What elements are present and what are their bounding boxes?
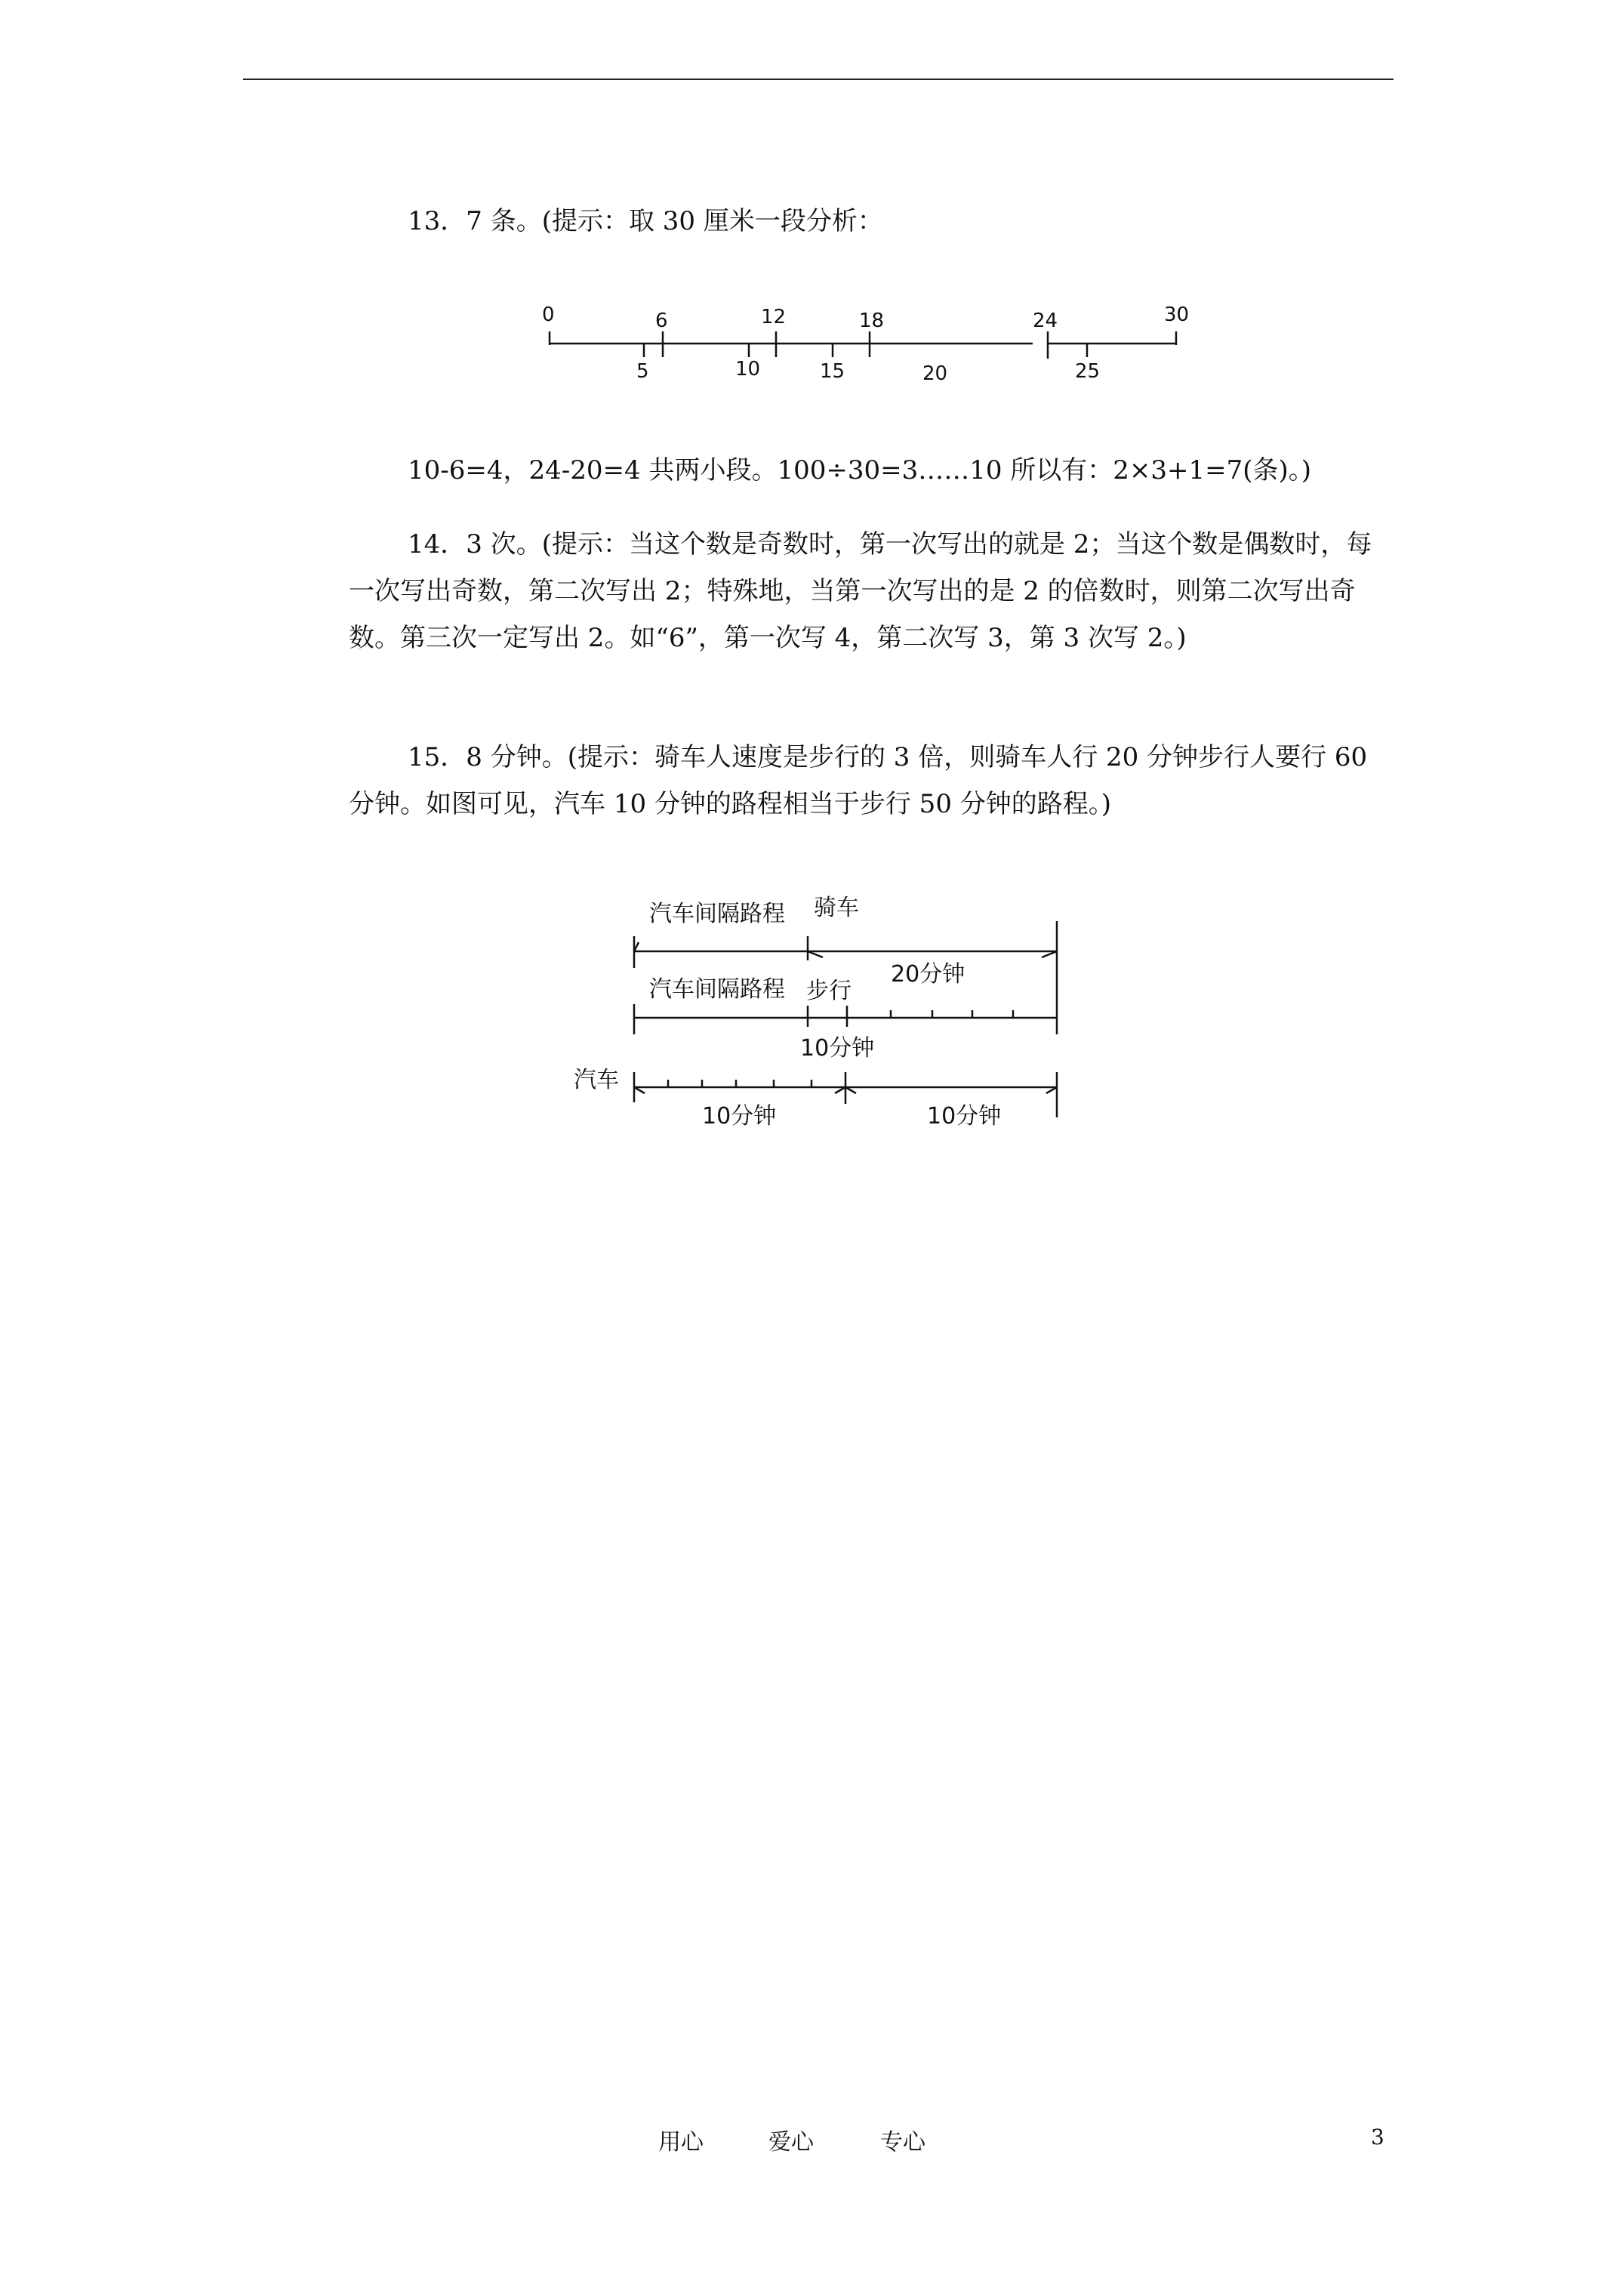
- row3-time-right: 10分钟: [927, 1103, 1002, 1130]
- tick-5: 5: [636, 360, 649, 383]
- tick-18: 18: [859, 310, 885, 332]
- row2-label-interval: 汽车间隔路程: [649, 976, 785, 1003]
- footer-item: 用心: [658, 2129, 704, 2156]
- header-rule: [243, 79, 1394, 80]
- footer-item: 爱心: [768, 2129, 814, 2156]
- row2-time: 10分钟: [800, 1035, 875, 1062]
- tick-25: 25: [1075, 360, 1101, 383]
- row3-label-car: 汽车: [574, 1067, 619, 1093]
- answer-13-line1: 13．7 条。(提示：取 30 厘米一段分析：: [408, 206, 883, 236]
- tick-15: 15: [820, 360, 845, 383]
- footer-item: 专心: [880, 2129, 925, 2156]
- page-number: 3: [1371, 2125, 1384, 2150]
- row1-time: 20分钟: [891, 961, 965, 988]
- row3-time-left: 10分钟: [702, 1103, 777, 1130]
- travel-interval-diagram: [566, 883, 1079, 1140]
- tick-0: 0: [542, 304, 555, 326]
- answer-14: 14．3 次。(提示：当这个数是奇数时，第一次写出的就是 2；当这个数是偶数时，每一次写出奇数，第二次写出 2；特殊地，当第一次写出的是 2 的倍数时，则第二次写出奇数。第三次一定写出 2。如“6”，第一次写 4，第二次写 3，第 3 次写 2。): [349, 529, 1372, 653]
- tick-6: 6: [655, 310, 668, 332]
- tick-24: 24: [1033, 310, 1058, 332]
- number-line-diagram: [528, 298, 1208, 396]
- answer-13-line2: 10-6=4，24-20=4 共两小段。100÷30=3……10 所以有：2×3+1=7(条)。): [408, 455, 1312, 485]
- tick-20: 20: [922, 362, 948, 385]
- answer-15: 15．8 分钟。(提示：骑车人速度是步行的 3 倍，则骑车人行 20 分钟步行人要行 60 分钟。如图可见，汽车 10 分钟的路程相当于步行 50 分钟的路程。): [349, 742, 1368, 819]
- tick-12: 12: [761, 306, 787, 328]
- row2-label-walk: 步行: [806, 978, 852, 1004]
- row1-label-interval: 汽车间隔路程: [649, 901, 785, 927]
- row1-label-bike: 骑车: [814, 895, 859, 921]
- tick-30: 30: [1164, 304, 1190, 326]
- tick-10: 10: [735, 358, 761, 381]
